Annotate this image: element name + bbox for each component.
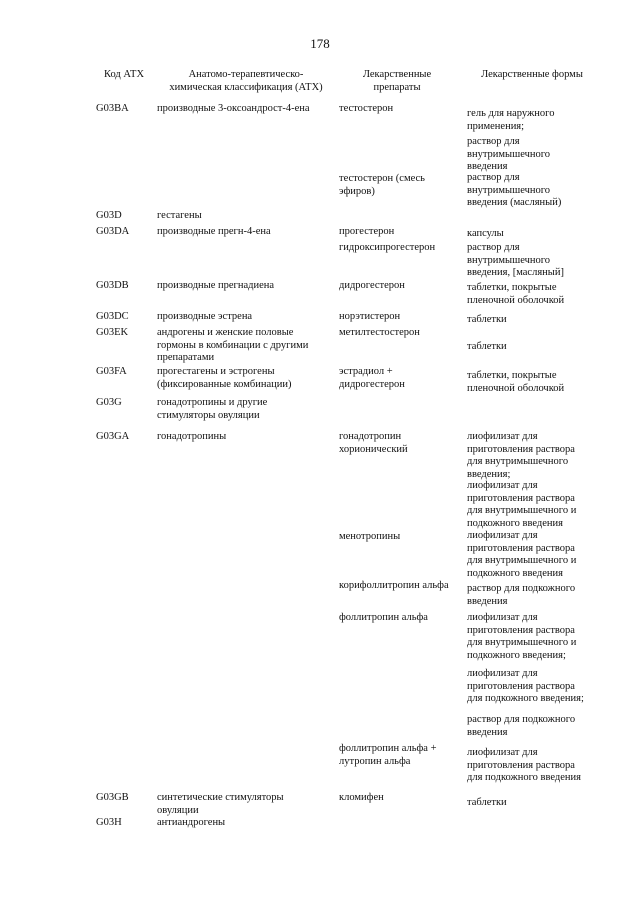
atc-code: G03D [96, 210, 122, 221]
dosage-form: таблетки [467, 797, 507, 808]
drug-name: гонадотропин хорионический [339, 431, 408, 455]
header-classification: Анатомо-терапевтическо- химическая классификация (АТХ) [169, 69, 323, 93]
dosage-form: раствор для внутримышечного введения (масляный) [467, 172, 562, 209]
dosage-form: лиофилизат для приготовления раствора для внутримышечного и подкожного введения [467, 480, 577, 529]
dosage-form: капсулы [467, 228, 504, 239]
atc-code: G03DC [96, 311, 129, 322]
atc-classification: производные 3-оксоандрост-4-ена [157, 103, 310, 114]
atc-code: G03GA [96, 431, 130, 442]
atc-code: G03G [96, 397, 122, 408]
atc-code: G03EK [96, 327, 129, 338]
header-forms: Лекарственные формы [481, 69, 583, 80]
atc-classification: антиандрогены [157, 817, 226, 828]
dosage-form: лиофилизат для приготовления раствора для внутримышечного и подкожного введения; [467, 612, 577, 661]
dosage-form: лиофилизат для приготовления раствора для подкожного введения; [467, 668, 584, 705]
atc-code: G03DB [96, 280, 129, 291]
dosage-form: раствор для внутримышечного введения [467, 136, 551, 173]
dosage-form: лиофилизат для приготовления раствора для подкожного введения [467, 747, 581, 784]
atc-classification: синтетические стимуляторы овуляции [157, 792, 284, 816]
drug-name: тестостерон (смесь эфиров) [339, 173, 425, 197]
atc-classification: производные прегнадиена [157, 280, 275, 291]
drug-name: кломифен [339, 792, 384, 803]
header-code: Код АТХ [103, 69, 145, 80]
drug-name: фоллитропин альфа + лутропин альфа [339, 743, 437, 767]
drug-name: эстрадиол + дидрогестерон [339, 366, 405, 390]
drug-name: прогестерон [339, 226, 395, 237]
dosage-form: раствор для подкожного введения [467, 583, 576, 607]
header-drugs: Лекарственные препараты [362, 69, 432, 93]
atc-classification: прогестагены и эстрогены (фиксированные комбинации) [157, 366, 292, 390]
drug-name: корифоллитропин альфа [339, 580, 449, 591]
dosage-form: таблетки [467, 314, 507, 325]
drug-name: дидрогестерон [339, 280, 405, 291]
drug-name: метилтестостерон [339, 327, 420, 338]
atc-classification: гестагены [157, 210, 202, 221]
drug-name: норэтистерон [339, 311, 401, 322]
atc-classification: гонадотропины [157, 431, 227, 442]
drug-name: фоллитропин альфа [339, 612, 428, 623]
atc-code: G03H [96, 817, 122, 828]
atc-classification: гонадотропины и другие стимуляторы овуляции [157, 397, 268, 421]
drug-name: гидроксипрогестерон [339, 242, 436, 253]
atc-classification: производные эстрена [157, 311, 253, 322]
atc-code: G03FA [96, 366, 127, 377]
atc-classification: производные прегн-4-ена [157, 226, 271, 237]
dosage-form: лиофилизат для приготовления раствора для внутримышечного введения; [467, 431, 575, 480]
dosage-form: раствор для подкожного введения [467, 714, 576, 738]
atc-code: G03GB [96, 792, 129, 803]
page-number: 178 [310, 36, 330, 51]
dosage-form: раствор для внутримышечного введения, [масляный] [467, 242, 564, 279]
dosage-form: лиофилизат для приготовления раствора для внутримышечного и подкожного введения [467, 530, 577, 579]
atc-code: G03DA [96, 226, 130, 237]
dosage-form: таблетки, покрытые пленочной оболочкой [467, 370, 565, 394]
dosage-form: таблетки [467, 341, 507, 352]
atc-classification: андрогены и женские половые гормоны в комбинации с другими препаратами [157, 327, 309, 364]
atc-code: G03BA [96, 103, 129, 114]
dosage-form: гель для наружного применения; [467, 108, 555, 132]
drug-name: тестостерон [339, 103, 394, 114]
dosage-form: таблетки, покрытые пленочной оболочкой [467, 282, 565, 306]
drug-name: менотропины [339, 531, 401, 542]
